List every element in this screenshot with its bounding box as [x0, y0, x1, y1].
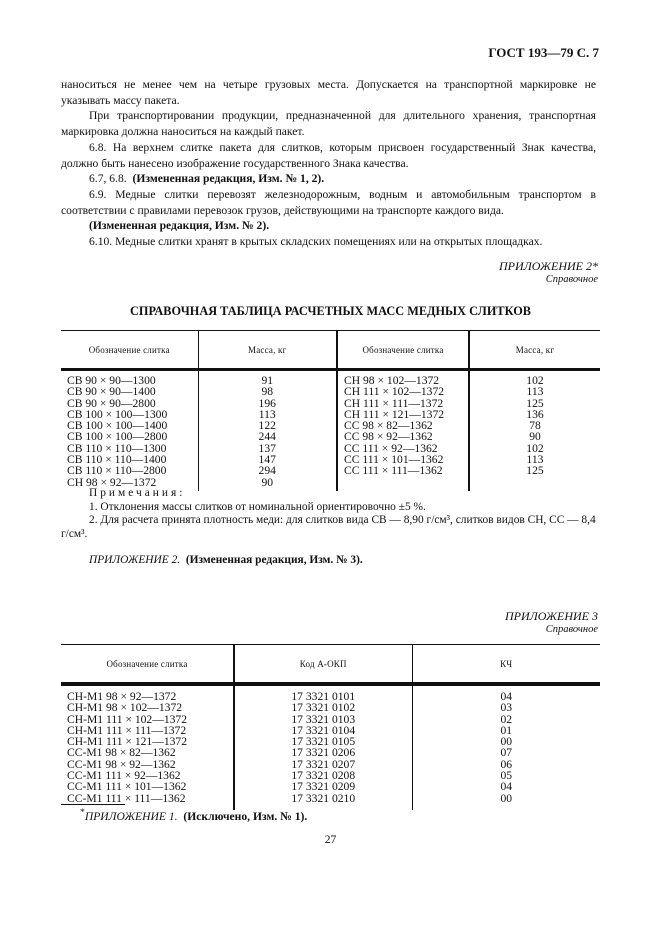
- mass-cell: 244: [198, 431, 337, 442]
- appendix-subtitle: Справочное: [545, 274, 598, 285]
- ingot-designation-cell: СВ 100 × 100—1300: [61, 409, 198, 420]
- kch-cell: 00: [500, 791, 513, 805]
- ingot-designation-cell: СВ 90 × 90—1300: [61, 370, 198, 387]
- column-header: Код А-ОКП: [234, 645, 412, 685]
- ingot-designation-cell: СВ 110 × 110—1400: [61, 454, 198, 465]
- appendix-ref: ПРИЛОЖЕНИЕ 1.: [84, 809, 178, 823]
- okp-code-cell: 17 3321 0101: [234, 684, 412, 702]
- mass-cell: 125: [526, 396, 544, 410]
- ingot-designation-cell: СВ 90 × 90—2800: [61, 398, 198, 409]
- paragraph: наноситься не менее чем на четыре грузовых места. Допускается на транспортной маркировке не указывать массу пакета.: [61, 78, 596, 107]
- mass-cell: 196: [198, 398, 337, 409]
- ingot-designation-cell: СН-М1 111 × 111—1372: [61, 725, 234, 736]
- table-row: [61, 781, 600, 792]
- kch-cell: 07: [500, 746, 513, 760]
- table-header-row: [61, 331, 600, 370]
- paragraph: При транспортировании продукции, предназначенной для длительного хранения, транспортная маркировка должна наноситься на каждый пакет.: [61, 109, 596, 139]
- table-row: [61, 702, 600, 713]
- kch-cell: 06: [500, 757, 513, 771]
- kch-cell: 02: [500, 712, 513, 726]
- ingot-designation-cell: СН 98 × 92—1372: [61, 477, 198, 491]
- appendix-subtitle: Справочное: [545, 624, 598, 635]
- ingot-designation-cell: СВ 100 × 100—1400: [61, 420, 198, 431]
- kch-cell: 00: [500, 735, 513, 749]
- mass-cell: 78: [529, 419, 541, 433]
- ingot-designation-cell: СН 111 × 121—1372: [337, 409, 469, 420]
- ingot-designation-cell: СС 111 × 101—1362: [337, 454, 469, 465]
- page-number: 27: [324, 833, 337, 846]
- mass-cell: 113: [526, 385, 544, 399]
- mass-cell: 147: [198, 454, 337, 465]
- ingot-designation-cell: СС-М1 111 × 111—1362: [61, 793, 234, 810]
- ingot-designation-cell: СН 98 × 102—1372: [337, 370, 469, 387]
- footnote-text: (Исключено, Изм. № 1).: [183, 809, 308, 823]
- paragraph: 6.9. Медные слитки перевозят железнодорожным, водным и автомобильным транспортом в соответствии с правилами перевозок грузов, действующими на транспорте каждого вида.: [61, 187, 596, 217]
- ingot-designation-cell: СС-М1 111 × 101—1362: [61, 781, 234, 792]
- mass-cell: 113: [198, 409, 337, 420]
- ingot-designation-cell: СС-М1 111 × 92—1362: [61, 770, 234, 781]
- body-text: [61, 77, 596, 250]
- mass-table: [61, 330, 600, 491]
- column-header: Обозначение слитка: [61, 331, 198, 370]
- ingot-designation-cell: СС 111 × 111—1362: [337, 465, 469, 476]
- appendix-title: ПРИЛОЖЕНИЕ 2*: [499, 259, 598, 273]
- amendment-text: (Измененная редакция, Изм. № 1, 2).: [132, 172, 325, 186]
- appendix-ref: ПРИЛОЖЕНИЕ 2.: [89, 554, 181, 566]
- mass-cell: 98: [198, 386, 337, 397]
- amendment-note: [61, 171, 596, 187]
- note-item: 2. Для расчета принята плотность меди: для слитков вида СВ — 8,90 г/см³, слитков видов СН, СС — 8,4 г/см³.: [61, 514, 596, 540]
- notes-heading: Примечания:: [89, 487, 186, 499]
- amendment-note: (Измененная редакция, Изм. № 2).: [89, 219, 270, 233]
- okp-code-table: [61, 644, 600, 810]
- mass-cell: 102: [526, 374, 544, 387]
- footnote-divider: [61, 804, 125, 805]
- ingot-designation-cell: СС 98 × 92—1362: [337, 431, 469, 442]
- appendix-3-label: [505, 610, 598, 636]
- mass-cell: 91: [198, 370, 337, 387]
- table-row: [61, 370, 600, 387]
- appendix-2-label: [499, 260, 598, 286]
- ingot-designation-cell: СН-М1 111 × 102—1372: [61, 714, 234, 725]
- footnote: [80, 807, 307, 823]
- kch-cell: 04: [500, 780, 513, 794]
- okp-code-cell: 17 3321 0102: [234, 702, 412, 713]
- mass-cell: 136: [526, 407, 544, 421]
- ingot-designation-cell: СН-М1 111 × 121—1372: [61, 736, 234, 747]
- column-header: Масса, кг: [198, 331, 337, 370]
- footnote-marker: *: [80, 807, 85, 818]
- ingot-designation-cell: СС 98 × 82—1362: [337, 420, 469, 431]
- okp-code-cell: 17 3321 0209: [234, 781, 412, 792]
- okp-code-cell: 17 3321 0208: [234, 770, 412, 781]
- ingot-designation-cell: СН 111 × 111—1372: [337, 398, 469, 409]
- notes: [61, 487, 601, 568]
- okp-code-cell: 17 3321 0105: [234, 736, 412, 747]
- mass-cell: 125: [526, 464, 544, 478]
- column-header: Масса, кг: [469, 331, 600, 370]
- table-row: [61, 684, 600, 702]
- paragraph: 6.10. Медные слитки хранят в крытых складских помещениях или на открытых площадках.: [89, 235, 543, 249]
- table-title: СПРАВОЧНАЯ ТАБЛИЦА РАСЧЕТНЫХ МАСС МЕДНЫХ СЛИТКОВ: [130, 304, 531, 318]
- paragraph: 6.8. На верхнем слитке пакета для слитков, которым присвоен государственный Знак качества, должно быть нанесено изображение государственного Знака качества.: [61, 140, 596, 170]
- mass-cell: 90: [529, 430, 541, 444]
- kch-cell: 05: [500, 769, 513, 783]
- mass-cell: 90: [198, 477, 337, 491]
- note-item: 1. Отклонения массы слитков от номинальной ориентировочно ±5 %.: [89, 500, 426, 513]
- okp-code-cell: 17 3321 0104: [234, 725, 412, 736]
- ingot-designation-cell: СВ 110 × 110—1300: [61, 443, 198, 454]
- amendment-text: (Измененная редакция, Изм. № 3).: [185, 554, 363, 566]
- mass-cell: 113: [526, 453, 544, 467]
- column-header: Обозначение слитка: [337, 331, 469, 370]
- kch-cell: 04: [500, 690, 513, 703]
- ingot-designation-cell: СН-М1 98 × 92—1372: [61, 684, 234, 702]
- mass-cell: 137: [198, 443, 337, 454]
- appendix-title: ПРИЛОЖЕНИЕ 3: [505, 609, 598, 623]
- table-row: [61, 386, 600, 397]
- ingot-designation-cell: СС-М1 98 × 92—1362: [61, 759, 234, 770]
- column-header: Обозначение слитка: [61, 645, 234, 685]
- clause-ref: 6.7, 6.8.: [89, 172, 127, 186]
- ingot-designation-cell: СС-М1 98 × 82—1362: [61, 747, 234, 758]
- okp-code-cell: 17 3321 0210: [234, 793, 412, 810]
- mass-cell: 122: [198, 420, 337, 431]
- ingot-designation-cell: СВ 100 × 100—2800: [61, 431, 198, 442]
- okp-code-cell: 17 3321 0206: [234, 747, 412, 758]
- page-header: ГОСТ 193—79 С. 7: [488, 45, 599, 60]
- amendment-note: [61, 554, 601, 568]
- kch-cell: 03: [500, 701, 513, 715]
- ingot-designation-cell: СС 111 × 92—1362: [337, 443, 469, 454]
- table-header-row: [61, 645, 600, 685]
- ingot-designation-cell: СВ 90 × 90—1400: [61, 386, 198, 397]
- mass-cell: 294: [198, 465, 337, 476]
- ingot-designation-cell: СН-М1 98 × 102—1372: [61, 702, 234, 713]
- okp-code-cell: 17 3321 0103: [234, 714, 412, 725]
- table-row: [61, 465, 600, 476]
- okp-code-cell: 17 3321 0207: [234, 759, 412, 770]
- ingot-designation-cell: СН 111 × 102—1372: [337, 386, 469, 397]
- column-header: КЧ: [412, 645, 600, 685]
- mass-cell: 102: [526, 441, 544, 455]
- kch-cell: 01: [500, 723, 513, 737]
- ingot-designation-cell: СВ 110 × 110—2800: [61, 465, 198, 476]
